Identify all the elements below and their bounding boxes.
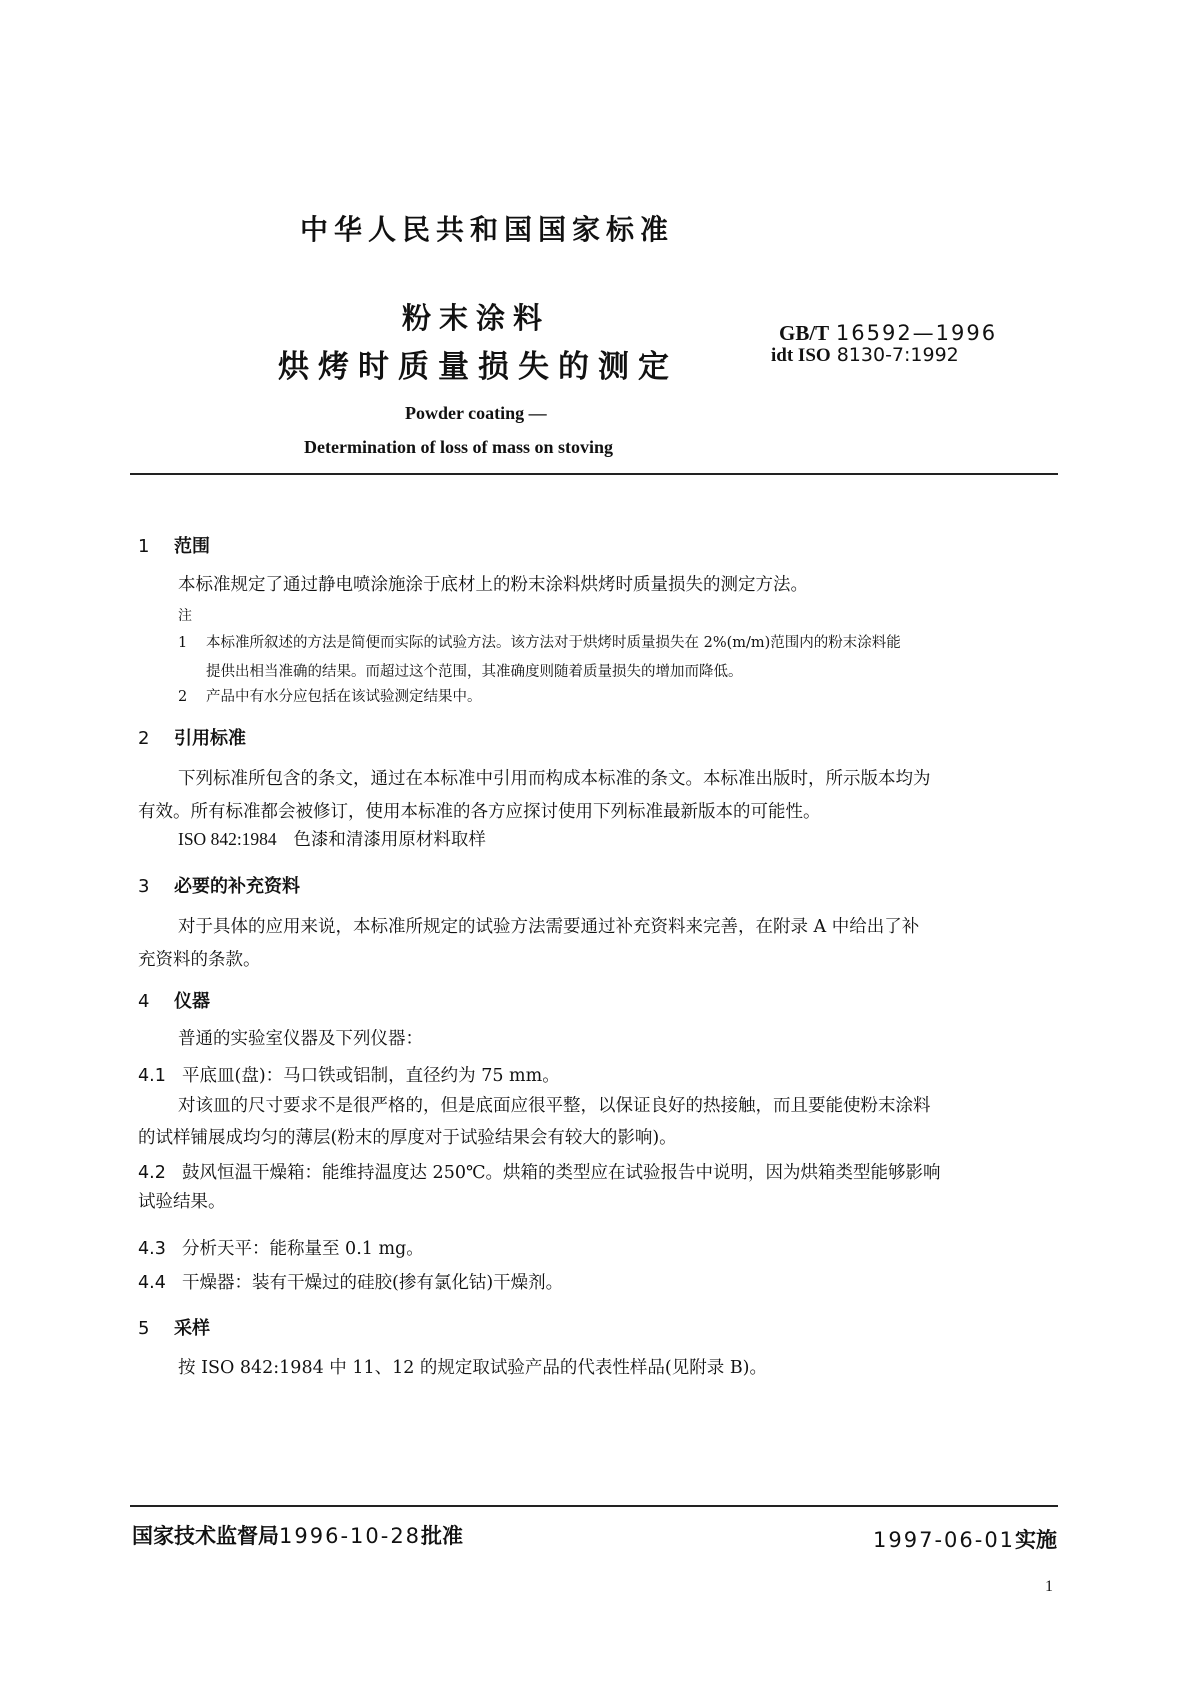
approval-org: 国家技术监督局 (132, 1524, 279, 1548)
implementation-info (873, 1524, 1057, 1554)
section-title: 仪器 (174, 991, 210, 1012)
note-2 (178, 682, 482, 712)
item-text: 平底皿(盘)：马口铁或铝制，直径约为 75 mm。 (182, 1066, 560, 1086)
item-4-1 (138, 1062, 560, 1087)
section-number: 2 (138, 728, 150, 749)
section-4-intro: 普通的实验室仪器及下列仪器： (178, 1029, 423, 1049)
section-5-heading (138, 1314, 210, 1340)
section-1-heading (138, 532, 210, 558)
section-2-paragraph-line1: 下列标准所包含的条文，通过在本标准中引用而构成本标准的条文。本标准出版时，所示版本均为 (178, 769, 931, 789)
section-number: 1 (138, 536, 150, 557)
section-2-paragraph-line2: 有效。所有标准都会被修订，使用本标准的各方应探讨使用下列标准最新版本的可能性。 (138, 802, 821, 822)
item-4-3 (138, 1235, 424, 1260)
item-4-1-paragraph-line2: 的试样铺展成均匀的薄层(粉末的厚度对于试验结果会有较大的影响)。 (138, 1128, 677, 1148)
approval-word: 批准 (421, 1524, 464, 1548)
section-title: 必要的补充资料 (174, 876, 300, 897)
section-3-paragraph-line2: 充资料的条款。 (138, 950, 261, 970)
note-number: 2 (178, 689, 188, 705)
section-5-paragraph: 按 ISO 842:1984 中 11、12 的规定取试验产品的代表性样品(见附录 B)。 (178, 1358, 768, 1378)
note-1 (178, 628, 901, 658)
section-3-paragraph-line1: 对于具体的应用来说，本标准所规定的试验方法需要通过补充资料来完善，在附录 A 中给出了补 (178, 917, 920, 937)
item-4-2 (138, 1159, 941, 1184)
item-4-2-continuation: 试验结果。 (138, 1192, 226, 1212)
item-number: 4.1 (138, 1066, 166, 1086)
header-divider (130, 473, 1058, 475)
item-4-1-paragraph-line1: 对该皿的尺寸要求不是很严格的，但是底面应很平整，以保证良好的热接触，而且要能使粉末涂料 (178, 1096, 931, 1116)
section-title: 范围 (174, 536, 210, 557)
section-1-paragraph: 本标准规定了通过静电喷涂施涂于底材上的粉末涂料烘烤时质量损失的测定方法。 (178, 575, 808, 595)
approval-date: 1996-10-28 (279, 1524, 422, 1548)
section-title: 引用标准 (174, 728, 246, 749)
identical-standard (771, 344, 959, 367)
section-4-heading (138, 987, 210, 1013)
implementation-word: 实施 (1015, 1528, 1058, 1552)
reference-title: 色漆和清漆用原材料取样 (293, 830, 486, 850)
section-number: 5 (138, 1318, 150, 1339)
section-number: 4 (138, 991, 150, 1012)
standard-code (779, 321, 997, 346)
footer-divider (130, 1505, 1058, 1507)
english-title-line2: Determination of loss of mass on stoving (304, 437, 613, 457)
idt-number: 8130-7:1992 (836, 344, 959, 366)
section-3-heading (138, 872, 300, 898)
approval-info (132, 1520, 463, 1550)
item-text: 分析天平：能称量至 0.1 mg。 (182, 1239, 424, 1259)
page-number: 1 (1045, 1578, 1053, 1595)
standard-number: 16592—1996 (835, 321, 998, 345)
note-label: 注 (178, 608, 192, 624)
item-number: 4.4 (138, 1273, 166, 1293)
section-number: 3 (138, 876, 150, 897)
item-number: 4.2 (138, 1163, 166, 1183)
note-text: 产品中有水分应包括在该试验测定结果中。 (206, 689, 482, 705)
note-number: 1 (178, 635, 188, 651)
section-title: 采样 (174, 1318, 210, 1339)
note-text: 本标准所叙述的方法是简便而实际的试验方法。该方法对于烘烤时质量损失在 2%(m/m)范围内的粉末涂料能 (206, 635, 901, 651)
item-number: 4.3 (138, 1239, 166, 1259)
national-standard-heading: 中华人民共和国国家标准 (300, 213, 675, 246)
section-2-heading (138, 724, 246, 750)
reference-code: ISO 842:1984 (178, 829, 277, 849)
normative-reference (178, 822, 1058, 858)
idt-prefix: idt ISO (771, 345, 831, 366)
item-text: 鼓风恒温干燥箱：能维持温度达 250℃。烘箱的类型应在试验报告中说明，因为烘箱类型能够影响 (182, 1163, 941, 1183)
english-title-line1: Powder coating — (405, 403, 547, 423)
implementation-date: 1997-06-01 (873, 1528, 1016, 1552)
standard-prefix: GB/T (779, 321, 830, 345)
item-4-4 (138, 1269, 563, 1294)
document-title-line1: 粉末涂料 (402, 301, 551, 335)
document-title-line2: 烘烤时质量损失的测定 (278, 349, 678, 385)
note-1-continuation: 提供出相当准确的结果。而超过这个范围，其准确度则随着质量损失的增加而降低。 (206, 664, 743, 680)
item-text: 干燥器：装有干燥过的硅胶(掺有氯化钴)干燥剂。 (182, 1273, 564, 1293)
